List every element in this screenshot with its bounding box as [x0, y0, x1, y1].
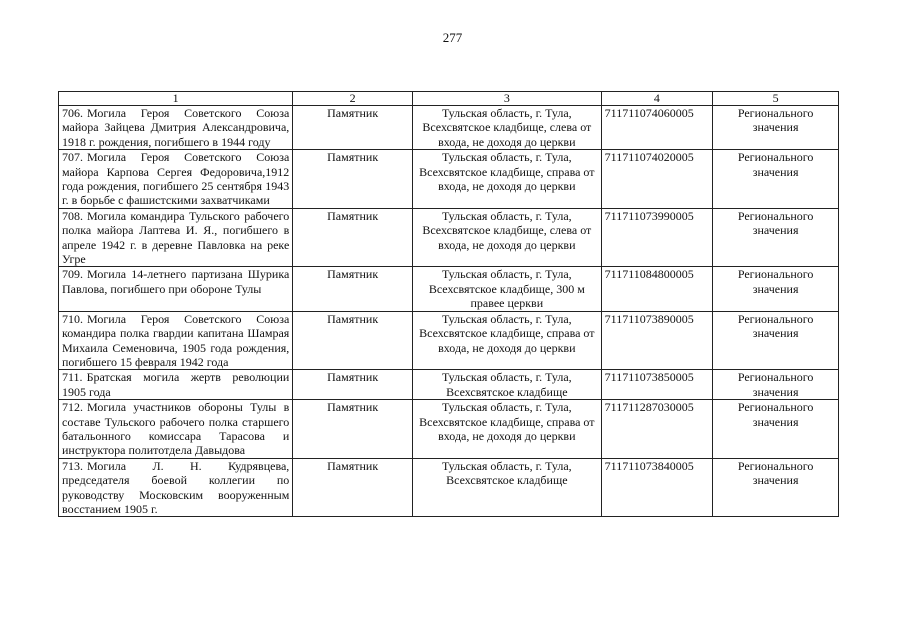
table-row — [59, 400, 839, 459]
object-type: Памятник — [293, 458, 413, 517]
significance-category: Регионального значения — [713, 311, 839, 370]
column-header: 3 — [412, 92, 601, 106]
object-name: Могила Героя Советского Союза майора Зайцева Дмитрия Александровича, 1918 г. рождения, погибшего в 1944 году — [62, 106, 290, 149]
significance-category: Регионального значения — [713, 267, 839, 311]
object-name-cell — [59, 458, 293, 517]
column-header: 2 — [293, 92, 413, 106]
row-number: 712. — [62, 400, 83, 415]
object-location: Тульская область, г. Тула, Всехсвятское кладбище, справа от входа, не доходя до церкви — [412, 400, 601, 459]
row-number: 709. — [62, 267, 83, 282]
table-row — [59, 311, 839, 370]
table-row — [59, 208, 839, 267]
object-type: Памятник — [293, 267, 413, 311]
object-name: Могила Героя Советского Союза командира полка гвардии капитана Шамрая Михаила Семеновича, 1905 года рождения, погибшего 15 февраля 1942 года — [62, 311, 290, 369]
object-location: Тульская область, г. Тула, Всехсвятское кладбище, слева от входа, не доходя до церкви — [412, 106, 601, 150]
object-name: Могила командира Тульского рабочего полка майора Лаптева И. Я., погибшего в апреле 1942 г. в деревне Павловка на реке Угре — [62, 208, 290, 267]
table-row — [59, 150, 839, 209]
registry-code: 711711084800005 — [601, 267, 713, 311]
object-name: Могила 14-летнего партизана Шурика Павлова, погибшего при обороне Тулы — [62, 267, 290, 296]
significance-category: Регионального значения — [713, 400, 839, 459]
object-name-cell — [59, 106, 293, 150]
row-number: 708. — [62, 208, 83, 223]
significance-category: Регионального значения — [713, 458, 839, 517]
significance-category: Регионального значения — [713, 370, 839, 400]
object-type: Памятник — [293, 311, 413, 370]
row-number: 713. — [62, 458, 83, 473]
column-header: 5 — [713, 92, 839, 106]
object-name: Братская могила жертв революции 1905 года — [62, 370, 290, 399]
page-number: 277 — [442, 30, 463, 45]
significance-category: Регионального значения — [713, 208, 839, 267]
object-type: Памятник — [293, 208, 413, 267]
registry-code: 711711287030005 — [601, 400, 713, 459]
object-type: Памятник — [293, 106, 413, 150]
table-row — [59, 458, 839, 517]
object-name-cell — [59, 400, 293, 459]
object-name-cell — [59, 150, 293, 209]
column-header: 4 — [601, 92, 713, 106]
registry-code: 711711073990005 — [601, 208, 713, 267]
registry-code: 711711073840005 — [601, 458, 713, 517]
table-row — [59, 267, 839, 311]
object-name-cell — [59, 311, 293, 370]
object-type: Памятник — [293, 150, 413, 209]
row-number: 707. — [62, 150, 83, 165]
registry-code: 711711073850005 — [601, 370, 713, 400]
object-location: Тульская область, г. Тула, Всехсвятское кладбище, 300 м правее церкви — [412, 267, 601, 311]
row-number: 710. — [62, 311, 83, 326]
object-name: Могила участников обороны Тулы в составе Тульского рабочего полка старшего батальонного комиссара Тарасова и инструктора политотдела Давыдова — [62, 400, 290, 458]
significance-category: Регионального значения — [713, 150, 839, 209]
significance-category: Регионального значения — [713, 106, 839, 150]
object-location: Тульская область, г. Тула, Всехсвятское кладбище, справа от входа, не доходя до церкви — [412, 150, 601, 209]
object-name: Могила Л. Н. Кудрявцева, председателя боевой коллегии по руководству Московским вооруженным восстанием 1905 г. — [62, 458, 290, 516]
object-location: Тульская область, г. Тула, Всехсвятское кладбище, справа от входа, не доходя до церкви — [412, 311, 601, 370]
registry-code: 711711074020005 — [601, 150, 713, 209]
object-type: Памятник — [293, 400, 413, 459]
object-type: Памятник — [293, 370, 413, 400]
object-location: Тульская область, г. Тула, Всехсвятское кладбище, слева от входа, не доходя до церкви — [412, 208, 601, 267]
object-location: Тульская область, г. Тула, Всехсвятское кладбище — [412, 458, 601, 517]
object-name-cell — [59, 370, 293, 400]
object-name-cell — [59, 267, 293, 311]
table-row — [59, 106, 839, 150]
row-number: 706. — [62, 106, 83, 120]
column-header: 1 — [59, 92, 293, 106]
row-number: 711. — [62, 370, 83, 385]
registry-code: 711711073890005 — [601, 311, 713, 370]
object-name: Могила Героя Советского Союза майора Карпова Сергея Федоровича,1912 года рождения, погибшего 25 сентября 1943 г. в борьбе с фашистскими захватчиками — [62, 150, 290, 208]
heritage-registry-table — [58, 91, 839, 517]
object-location: Тульская область, г. Тула, Всехсвятское кладбище — [412, 370, 601, 400]
registry-code: 711711074060005 — [601, 106, 713, 150]
column-number-row — [59, 92, 839, 106]
object-name-cell — [59, 208, 293, 267]
table-row — [59, 370, 839, 400]
